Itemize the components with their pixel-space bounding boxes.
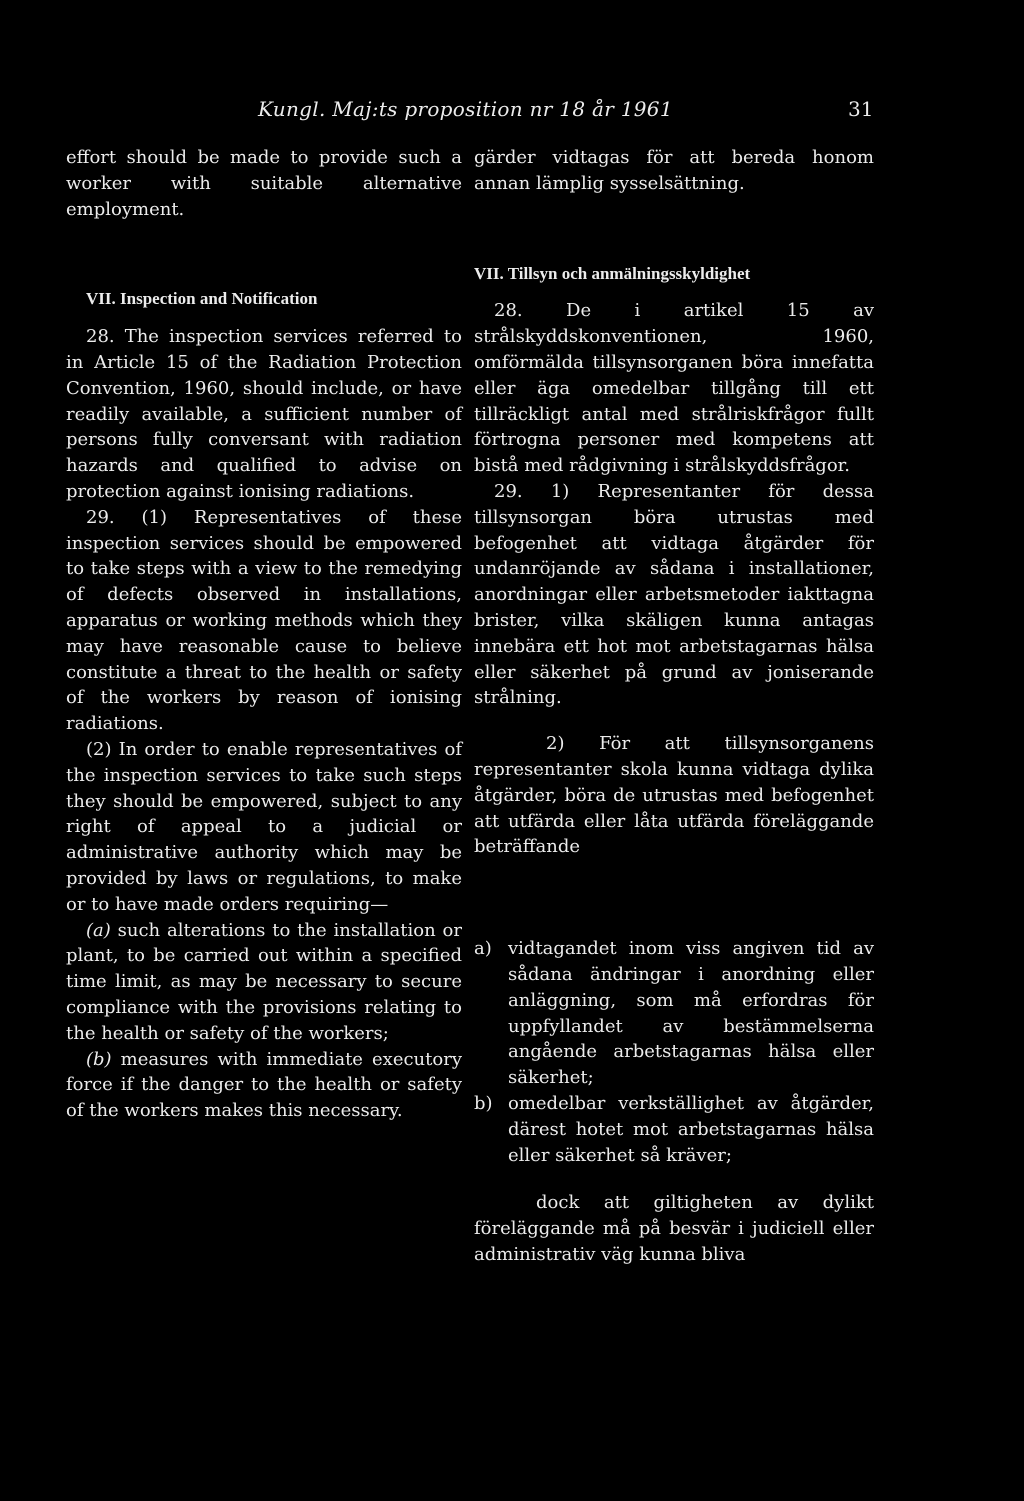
english-item-b-text: measures with immediate executory force if the danger to the health or safety of the workers makes this necessary. xyxy=(66,1048,462,1122)
swedish-closing: dock att giltigheten av dylikt föreläggande må på besvär i judiciell eller administrativ väg kunna bliva xyxy=(474,1192,874,1265)
swedish-paragraph-29-1: 29. 1) Representanter för dessa tillsynsorgan böra utrustas med befogenhet att vidtaga åtgärder för undanröjande av sådana i installationer, anordningar eller arbetsmetoder iakttagna brister, vilka skäligen kunna antagas innebära ett hot mot arbetstagarnas hälsa eller säkerhet på grund av joniserande strålning. xyxy=(474,480,874,709)
english-intro: effort should be made to provide such a worker with suitable alternative employment. xyxy=(66,147,462,220)
page-number: 31 xyxy=(848,97,874,121)
english-item-a xyxy=(66,918,462,1047)
swedish-item-b-text: omedelbar verkställighet av åtgärder, därest hotet mot arbetstagarnas hälsa eller säkerhet så kräver; xyxy=(508,1092,874,1166)
english-section-heading: VII. Inspection and Notification xyxy=(86,289,318,309)
swedish-intro: gärder vidtagas för att bereda honom annan lämplig sysselsättning. xyxy=(474,147,874,194)
english-paragraph-29-1: 29. (1) Representatives of these inspection services should be empowered to take steps with a view to the remedying of defects observed in installations, apparatus or working methods which they may have reasonable cause to believe constitute a threat to the health or safety of the workers by reason of ionising radiations. xyxy=(66,506,462,735)
english-item-b xyxy=(66,1047,462,1124)
swedish-item-b-label: b) xyxy=(474,1092,493,1114)
english-column xyxy=(66,145,462,1124)
swedish-item-a-label: a) xyxy=(474,938,492,960)
swedish-item-a-text: vidtagandet inom viss angiven tid av sådana ändringar i anordning eller anläggning, som må erfordras för uppfyllandet av bestämmelserna angående arbetstagarnas hälsa eller säkerhet; xyxy=(508,938,874,1089)
swedish-item-b xyxy=(474,1091,874,1168)
english-paragraph-28: 28. The inspection services referred to in Article 15 of the Radiation Protection Convention, 1960, should include, or have readily available, a sufficient number of persons fully conversant with radiation hazards and qualified to advise on protection against ionising radiations. xyxy=(66,326,462,502)
swedish-section-heading: VII. Tillsyn och anmälningsskyldighet xyxy=(474,263,751,283)
swedish-column xyxy=(474,145,874,1268)
running-title: Kungl. Maj:ts proposition nr 18 år 1961 xyxy=(258,97,673,121)
swedish-item-a xyxy=(474,936,874,1091)
english-item-a-label: (a) xyxy=(86,919,111,941)
english-item-a-text: such alterations to the installation or plant, to be carried out within a specified time limit, as may be necessary to secure compliance with the provisions relating to the health or safety of the workers; xyxy=(66,919,462,1044)
swedish-paragraph-29-2: 2) För att tillsynsorganens representanter skola kunna vidtaga dylika åtgärder, böra de utrustas med befogenhet att utfärda eller låta utfärda föreläggande beträffande xyxy=(474,733,874,858)
swedish-paragraph-28: 28. De i artikel 15 av strålskyddskonventionen, 1960, omförmälda tillsynsorganen böra innefatta eller äga omedelbar tillgång till ett tillräckligt antal med strålriskfrågor fullt förtrogna personer med kompetens att bistå med rådgivning i strålskyddsfrågor. xyxy=(474,300,874,477)
english-paragraph-29-2: (2) In order to enable representatives of the inspection services to take such steps they should be empowered, subject to any right of appeal to a judicial or administrative authority which may be provided by laws or regulations, to make or to have made orders requiring— xyxy=(66,738,462,915)
page-header xyxy=(0,97,1024,127)
english-item-b-label: (b) xyxy=(86,1048,112,1070)
